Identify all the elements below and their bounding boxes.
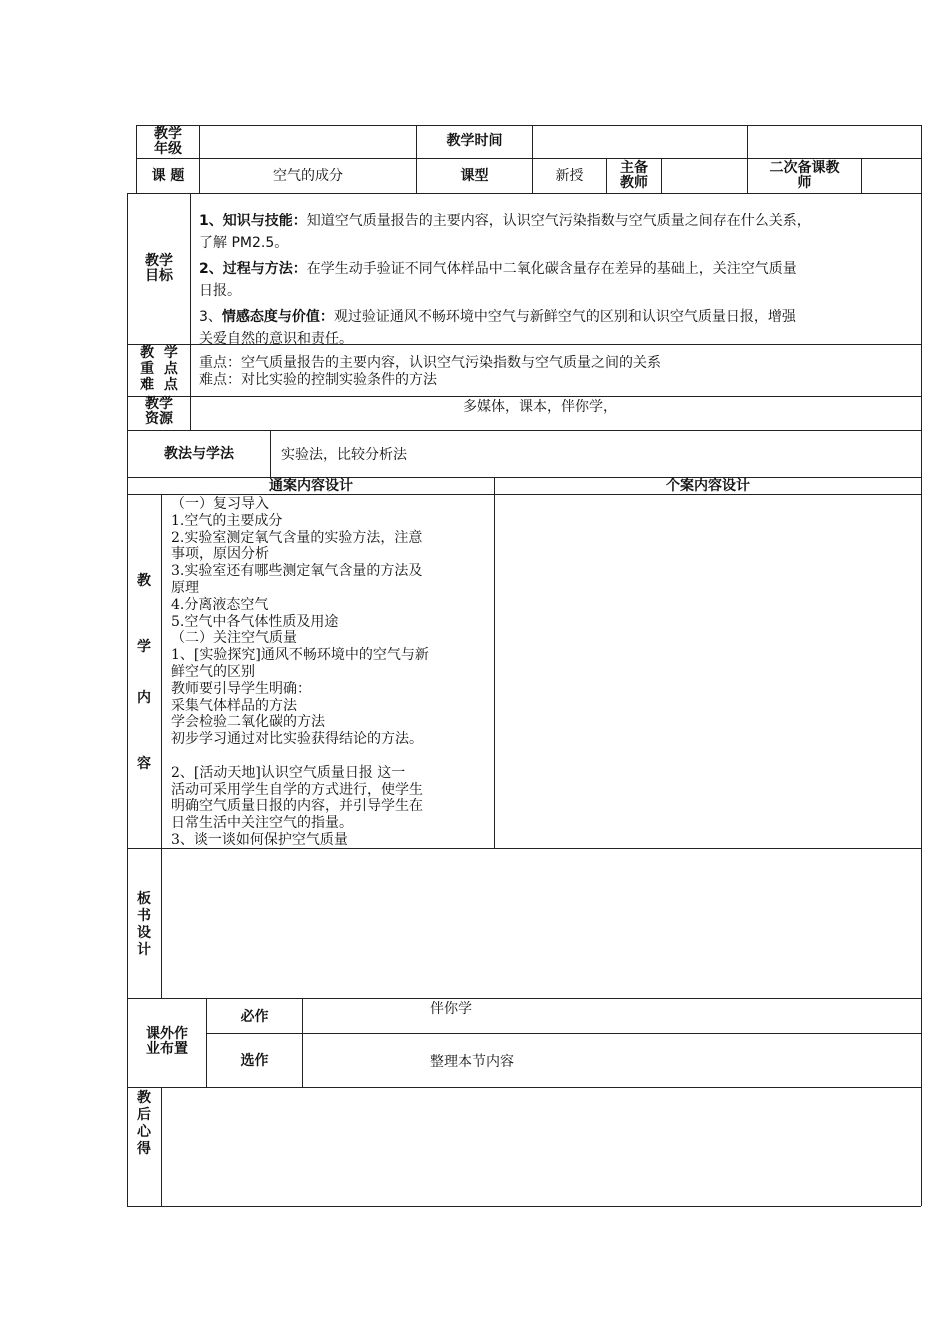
design-line: （二）关注空气质量 xyxy=(171,630,297,647)
design-line: 3.实验室还有哪些测定氧气含量的方法及 xyxy=(171,563,423,580)
homework-label: 课外作 业布置 xyxy=(146,1026,188,1057)
design-line: 事项，原因分析 xyxy=(171,546,269,563)
homework-optional-value: 整理本节内容 xyxy=(430,1054,514,1070)
design-line: 5.空气中各气体性质及用途 xyxy=(171,613,339,630)
topic-label: 课 题 xyxy=(151,168,185,184)
design-line: 2.实验室测定氧气含量的实验方法，注意 xyxy=(171,529,423,546)
objective-item: 1、知识与技能：知道空气质量报告的主要内容，认识空气污染指数与空气质量之间存在什么关系， 了解 PM2.5。 xyxy=(199,213,811,251)
key-points-label-top: 教 学 xyxy=(140,345,178,361)
reflection-label-char: 得 xyxy=(137,1141,151,1157)
homework-required-value: 伴你学 xyxy=(430,1001,472,1017)
design-line: 学会检验二氧化碳的方法 xyxy=(171,714,325,731)
topic-value[interactable]: 空气的成分 xyxy=(273,168,343,184)
lesson-type-label: 课型 xyxy=(460,168,489,184)
design-line: 明确空气质量日报的内容，并引导学生在 xyxy=(171,798,423,815)
homework-required-label: 必作 xyxy=(240,1009,269,1025)
design-line: 鲜空气的区别 xyxy=(171,663,255,680)
reflection-label-char: 心 xyxy=(137,1124,151,1140)
key-points-difficulty: 难点：对比实验的控制实验条件的方法 xyxy=(199,372,437,388)
common-design-content xyxy=(171,496,491,849)
design-line: （一）复习导入 xyxy=(171,496,269,512)
board-label-char: 计 xyxy=(137,942,151,958)
design-line: 4.分离液态空气 xyxy=(171,596,269,613)
design-side-label-char: 学 xyxy=(137,639,151,655)
design-line: 初步学习通过对比实验获得结论的方法。 xyxy=(171,731,423,748)
design-line: 2、[活动天地]认识空气质量日报 这一 xyxy=(171,764,406,781)
teaching-time-label: 教学时间 xyxy=(446,133,503,149)
design-line: 1.空气的主要成分 xyxy=(171,512,283,529)
resources-label: 教学 资源 xyxy=(145,396,173,427)
design-line: 3、谈一谈如何保护空气质量 xyxy=(171,831,348,848)
methods-value: 实验法，比较分析法 xyxy=(281,447,407,463)
design-line xyxy=(171,748,491,765)
reflection-label-char: 后 xyxy=(137,1107,151,1123)
design-side-label-char: 内 xyxy=(137,690,151,706)
board-label-char: 书 xyxy=(137,908,151,924)
reflection-label-char: 教 xyxy=(137,1090,151,1106)
objectives-label: 教学 目标 xyxy=(145,253,173,284)
design-line: 1、[实验探究]通风不畅环境中的空气与新 xyxy=(171,647,429,664)
resources-value: 多媒体，课本，伴你学， xyxy=(463,399,617,415)
homework-optional-label: 选作 xyxy=(240,1053,269,1069)
grade-label: 教学 年级 xyxy=(154,126,182,157)
design-line: 活动可采用学生自学的方式进行，使学生 xyxy=(171,781,423,798)
design-line: 日常生活中关注空气的指量。 xyxy=(171,815,353,832)
key-points-label-mid: 重 点 xyxy=(140,361,178,377)
objective-item: 3、情感态度与价值：观过验证通风不畅环境中空气与新鲜空气的区别和认识空气质量日报，增强 关爱自然的意识和责任。 xyxy=(199,309,796,347)
design-line: 采集气体样品的方法 xyxy=(171,697,297,714)
design-side-label-char: 容 xyxy=(137,756,151,772)
main-teacher-label: 主备 教师 xyxy=(620,160,648,191)
common-design-header: 通案内容设计 xyxy=(269,478,353,494)
objective-item: 2、过程与方法：在学生动手验证不同气体样品中二氧化碳含量存在差异的基础上，关注空气质量 日报。 xyxy=(199,261,797,299)
design-line: 教师要引导学生明确： xyxy=(171,680,311,697)
board-label-char: 板 xyxy=(137,891,151,907)
individual-design-header: 个案内容设计 xyxy=(666,478,750,494)
key-points-label-bot: 难 点 xyxy=(140,377,178,393)
methods-label: 教法与学法 xyxy=(164,446,234,462)
design-side-label-char: 教 xyxy=(137,573,151,589)
board-label-char: 设 xyxy=(137,925,151,941)
key-points-focus: 重点：空气质量报告的主要内容，认识空气污染指数与空气质量之间的关系 xyxy=(199,355,661,371)
objectives-content xyxy=(199,213,889,357)
lesson-type-value[interactable]: 新授 xyxy=(555,168,584,184)
design-line: 原理 xyxy=(171,579,199,596)
second-teacher-label: 二次备课教 师 xyxy=(769,160,840,191)
